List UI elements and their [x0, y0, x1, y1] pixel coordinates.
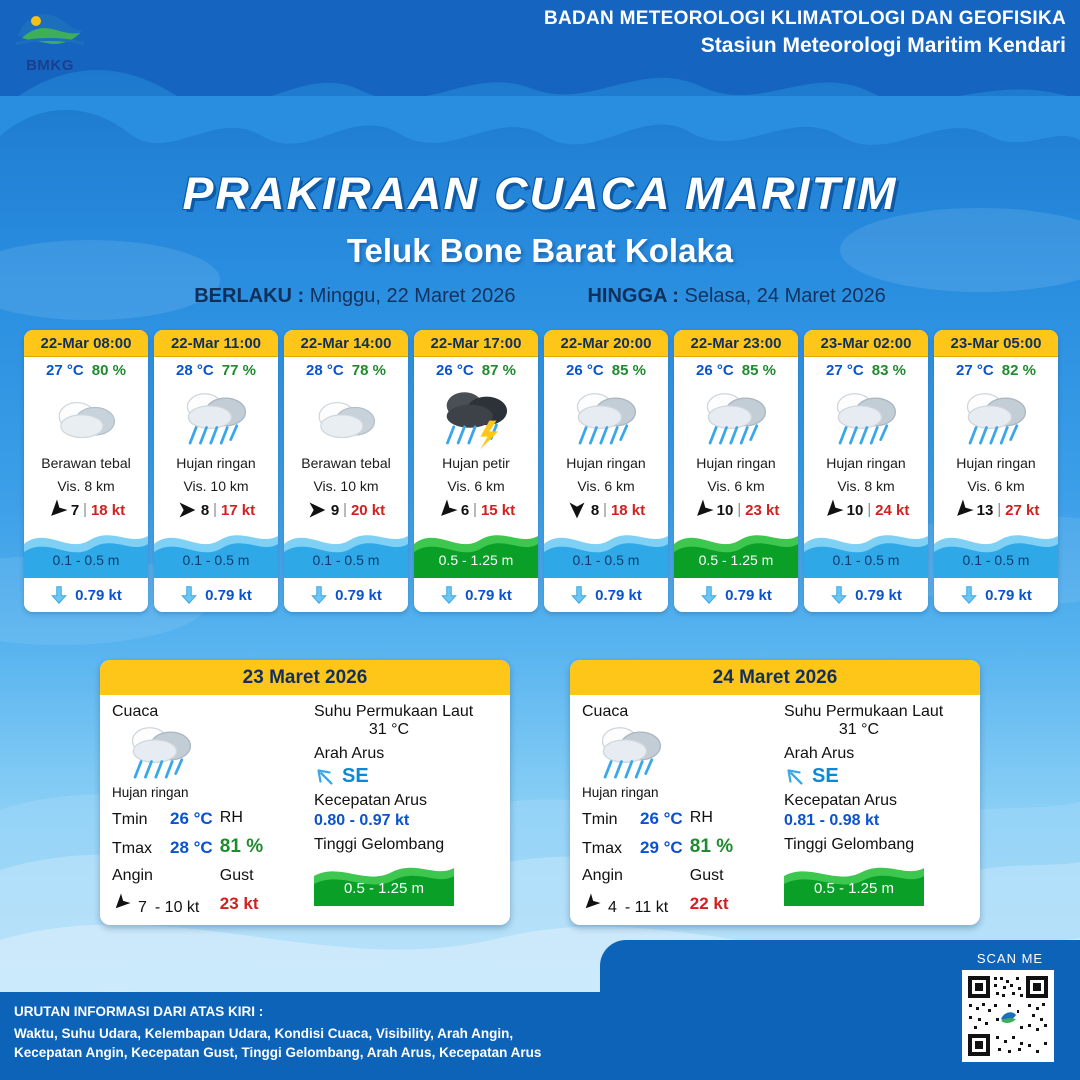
wind-direction-value: 8 [200, 501, 210, 519]
arrow-s-icon [567, 500, 587, 520]
wave-height-area [24, 524, 148, 578]
rain-light-icon [122, 720, 200, 784]
hourly-forecast-card [674, 330, 798, 612]
wave-height-area [934, 524, 1058, 578]
weather-icon-wrap [154, 381, 278, 455]
air-temperature: 26 °C [566, 362, 604, 379]
tinggi-gelombang-value: 0.5 - 1.25 m [343, 880, 425, 897]
weather-icon-wrap [934, 381, 1058, 455]
humidity: 85 % [611, 362, 646, 379]
weather-icon-wrap [414, 381, 538, 455]
valid-from [194, 285, 515, 308]
forecast-time: 22-Mar 11:00 [154, 330, 278, 357]
wave-height: 0.1 - 0.5 m [962, 552, 1030, 568]
visibility: Vis. 6 km [447, 478, 505, 494]
air-temperature: 28 °C [306, 362, 344, 379]
validity-period [0, 285, 1080, 308]
daily-forecast-panel [570, 660, 980, 925]
hourly-forecast-row [24, 330, 1058, 612]
gust-value-row [220, 894, 308, 914]
air-temperature: 27 °C [956, 362, 994, 379]
tmax-row [112, 838, 220, 858]
wind-separator: | [867, 502, 872, 518]
weather-condition: Hujan ringan [826, 455, 906, 471]
wave-height-area [804, 524, 928, 578]
current-speed-row [934, 578, 1058, 612]
gust-label: Gust [689, 867, 724, 884]
tinggi-gelombang-value: 0.5 - 1.25 m [813, 880, 895, 897]
tmin-row [582, 809, 690, 829]
sst-label: Suhu Permukaan Laut [784, 703, 944, 720]
wind-info [804, 500, 928, 520]
wave-graphic [804, 524, 928, 578]
rain-light-icon [567, 386, 645, 450]
rain-light-icon [592, 720, 670, 784]
wind-separator: | [83, 502, 87, 518]
tmax-row [582, 838, 690, 858]
arrow-e-icon [177, 500, 197, 520]
rh-label: RH [689, 809, 713, 826]
arrow-se-icon [309, 761, 340, 792]
rh-value: 81 % [219, 836, 264, 857]
wave-height: 0.1 - 0.5 m [312, 552, 380, 568]
cloudy-icon [309, 392, 383, 444]
valid-from-value: Minggu, 22 Maret 2026 [309, 285, 516, 307]
wind-separator: | [997, 502, 1002, 518]
arah-arus-value-row [784, 765, 968, 788]
kecepatan-arus-value: 0.80 - 0.97 kt [314, 812, 410, 829]
gust-value-row [690, 894, 778, 914]
wind-separator: | [737, 502, 742, 518]
wave-height: 0.1 - 0.5 m [182, 552, 250, 568]
wind-speed: 17 kt [220, 501, 256, 519]
valid-to-value: Selasa, 24 Maret 2026 [684, 285, 886, 307]
hourly-forecast-card [24, 330, 148, 612]
tmax-label: Tmax [112, 840, 152, 857]
daily-forecast-panel [100, 660, 510, 925]
hourly-forecast-card [804, 330, 928, 612]
daily-condition: Hujan ringan [582, 785, 659, 800]
humidity: 77 % [221, 362, 256, 379]
kecepatan-arus-label: Kecepatan Arus [784, 792, 897, 809]
wave-height: 0.1 - 0.5 m [832, 552, 900, 568]
daily-condition: Hujan ringan [112, 785, 189, 800]
weather-condition: Hujan ringan [566, 455, 646, 471]
current-speed-row [544, 578, 668, 612]
wind-speed: 27 kt [1005, 501, 1040, 519]
visibility: Vis. 8 km [837, 478, 895, 494]
wind-separator: | [473, 502, 477, 518]
wave-graphic [284, 524, 408, 578]
forecast-time: 22-Mar 17:00 [414, 330, 538, 357]
humidity: 82 % [1001, 362, 1036, 379]
org-line-1: BADAN METEOROLOGI KLIMATOLOGI DAN GEOFISIKA [543, 8, 1066, 29]
air-temperature: 28 °C [176, 362, 214, 379]
arrow-down-icon [960, 585, 978, 605]
wind-speed: 15 kt [480, 501, 516, 519]
sst-label: Suhu Permukaan Laut [314, 703, 474, 720]
wind-direction-value: 8 [590, 501, 600, 519]
forecast-time: 22-Mar 20:00 [544, 330, 668, 357]
daily-date: 23 Maret 2026 [100, 660, 510, 695]
arrow-down-icon [830, 585, 848, 605]
current-speed-row [284, 578, 408, 612]
forecast-time: 22-Mar 23:00 [674, 330, 798, 357]
humidity: 83 % [871, 362, 906, 379]
arrow-down-icon [180, 585, 198, 605]
wave-graphic [154, 524, 278, 578]
rain-light-icon [177, 386, 255, 450]
arrow-down-icon [440, 585, 458, 605]
arrow-sw-icon [433, 496, 461, 524]
hourly-forecast-card [544, 330, 668, 612]
current-speed-row [414, 578, 538, 612]
angin-label-row [112, 867, 220, 885]
arrow-down-icon [310, 585, 328, 605]
wave-height: 0.1 - 0.5 m [52, 552, 120, 568]
wave-graphic [934, 524, 1058, 578]
rh-row [690, 809, 778, 827]
current-speed: 0.79 kt [985, 586, 1032, 604]
wave-graphic [544, 524, 668, 578]
legend-line-1: Waktu, Suhu Udara, Kelembapan Udara, Kondisi Cuaca, Visibility, Arah Angin, [14, 1025, 514, 1041]
tinggi-gelombang-graphic [784, 860, 924, 906]
rain-light-icon [697, 386, 775, 450]
wind-separator: | [603, 502, 607, 518]
current-speed: 0.79 kt [465, 586, 512, 604]
wind-direction-value: 13 [976, 501, 994, 519]
rh-value-row [690, 836, 778, 858]
angin-label: Angin [582, 867, 623, 884]
wind-direction-value: 10 [846, 501, 864, 519]
daily-date: 24 Maret 2026 [570, 660, 980, 695]
wave-height-area [414, 524, 538, 578]
current-speed: 0.79 kt [595, 586, 642, 604]
weather-icon-wrap [544, 381, 668, 455]
weather-icon-wrap [804, 381, 928, 455]
wind-info [154, 500, 278, 520]
visibility: Vis. 10 km [313, 478, 379, 494]
current-speed: 0.79 kt [335, 586, 382, 604]
qr-code-image [966, 974, 1050, 1058]
visibility: Vis. 6 km [707, 478, 765, 494]
wave-height-area [284, 524, 408, 578]
air-temperature: 27 °C [46, 362, 84, 379]
valid-to [587, 285, 885, 308]
rh-label: RH [219, 809, 243, 826]
daily-wind-speed: - 11 kt [624, 899, 669, 916]
arrow-e-icon [307, 500, 327, 520]
air-temperature: 26 °C [436, 362, 474, 379]
arrow-down-icon [570, 585, 588, 605]
wind-separator: | [213, 502, 217, 518]
forecast-time: 23-Mar 02:00 [804, 330, 928, 357]
wave-height-area [154, 524, 278, 578]
angin-label: Angin [112, 867, 153, 884]
current-speed-row [674, 578, 798, 612]
visibility: Vis. 10 km [183, 478, 249, 494]
legend-line-2: Kecepatan Angin, Kecepatan Gust, Tinggi Gelombang, Arah Arus, Kecepatan Arus [14, 1045, 542, 1061]
current-speed: 0.79 kt [75, 586, 122, 604]
daily-weather-icon-wrap [592, 721, 778, 783]
weather-condition: Hujan ringan [176, 455, 256, 471]
gust-label-row [690, 867, 778, 885]
bmkg-logo-label: BMKG [26, 57, 74, 74]
weather-condition: Hujan petir [442, 455, 510, 471]
wind-info [934, 500, 1058, 520]
daily-weather-icon-wrap [122, 721, 308, 783]
wind-direction-value: 7 [70, 501, 80, 519]
wind-speed: 24 kt [875, 501, 910, 519]
air-temperature: 27 °C [826, 362, 864, 379]
wind-direction-value: 9 [330, 501, 340, 519]
arrow-down-icon [700, 585, 718, 605]
weather-condition: Berawan tebal [41, 455, 131, 471]
forecast-time: 22-Mar 14:00 [284, 330, 408, 357]
weather-icon-wrap [674, 381, 798, 455]
tmin-row [112, 809, 220, 829]
tinggi-gelombang-label: Tinggi Gelombang [314, 836, 445, 853]
gust-value: 23 kt [219, 894, 259, 913]
angin-label-row [582, 867, 690, 885]
arah-arus-value: SE [812, 765, 839, 787]
forecast-time: 23-Mar 05:00 [934, 330, 1058, 357]
wave-height: 0.1 - 0.5 m [572, 552, 640, 568]
tmax-value: 29 °C [640, 838, 683, 857]
wind-speed: 20 kt [350, 501, 386, 519]
humidity: 85 % [741, 362, 776, 379]
gust-label: Gust [219, 867, 254, 884]
scan-me-label: SCAN ME [976, 951, 1044, 966]
current-speed-row [24, 578, 148, 612]
header-text [544, 8, 1066, 58]
legend-box [0, 992, 600, 1080]
valid-from-label: BERLAKU : [194, 285, 305, 307]
air-temperature: 26 °C [696, 362, 734, 379]
wind-separator: | [343, 502, 347, 518]
wind-direction-value: 6 [460, 501, 470, 519]
angin-value-row [112, 894, 220, 917]
weather-condition: Hujan ringan [956, 455, 1036, 471]
weather-condition: Berawan tebal [301, 455, 391, 471]
hourly-forecast-card [414, 330, 538, 612]
humidity: 78 % [351, 362, 386, 379]
wave-height-area [544, 524, 668, 578]
arrow-sw-icon [819, 496, 847, 524]
weather-condition: Hujan ringan [696, 455, 776, 471]
wind-info [414, 500, 538, 520]
arah-arus-value-row [314, 765, 498, 788]
sst-value: 31 °C [368, 721, 410, 738]
rh-value-row [220, 836, 308, 858]
daily-wind-direction: 4 [608, 899, 617, 916]
angin-value-row [582, 894, 690, 917]
arah-arus-label: Arah Arus [314, 745, 385, 762]
wind-info [284, 500, 408, 520]
tinggi-gelombang-graphic [314, 860, 454, 906]
rh-value: 81 % [689, 836, 734, 857]
rain-light-icon [957, 386, 1035, 450]
wind-info [24, 500, 148, 520]
forecast-time: 22-Mar 08:00 [24, 330, 148, 357]
hourly-forecast-card [284, 330, 408, 612]
wind-speed: 23 kt [745, 501, 780, 519]
thunderstorm-icon [436, 385, 516, 451]
arah-arus-label: Arah Arus [784, 745, 855, 762]
current-speed: 0.79 kt [725, 586, 772, 604]
current-speed-row [154, 578, 278, 612]
gust-label-row [220, 867, 308, 885]
wave-graphic [674, 524, 798, 578]
visibility: Vis. 8 km [57, 478, 115, 494]
qr-code[interactable] [962, 970, 1054, 1062]
tmin-value: 26 °C [640, 809, 683, 828]
wave-graphic [24, 524, 148, 578]
visibility: Vis. 6 km [577, 478, 635, 494]
page-subtitle: Teluk Bone Barat Kolaka [346, 232, 734, 269]
sst-value: 31 °C [838, 721, 880, 738]
wave-height-area [674, 524, 798, 578]
legend-title: URUTAN INFORMASI DARI ATAS KIRI : [14, 1004, 264, 1019]
current-speed: 0.79 kt [205, 586, 252, 604]
arrow-down-icon [50, 585, 68, 605]
arah-arus-value: SE [342, 765, 369, 787]
arrow-sw-icon [689, 496, 717, 524]
cloudy-icon [49, 392, 123, 444]
current-speed-row [804, 578, 928, 612]
tmin-label: Tmin [112, 811, 148, 828]
arrow-sw-icon [108, 890, 133, 915]
humidity: 87 % [481, 362, 516, 379]
visibility: Vis. 6 km [967, 478, 1025, 494]
rain-light-icon [827, 386, 905, 450]
tmax-label: Tmax [582, 840, 622, 857]
daily-wind-speed: - 10 kt [154, 899, 200, 916]
cuaca-label: Cuaca [112, 703, 159, 720]
daily-wind-direction: 7 [138, 899, 147, 916]
org-line-2: Stasiun Meteorologi Maritim Kendari [700, 34, 1066, 57]
wave-graphic [414, 524, 538, 578]
hourly-forecast-card [934, 330, 1058, 612]
kecepatan-arus-value: 0.81 - 0.98 kt [784, 812, 880, 829]
page-title: PRAKIRAAN CUACA MARITIM [182, 168, 898, 219]
weather-icon-wrap [24, 381, 148, 455]
wind-speed: 18 kt [90, 501, 126, 519]
tmin-value: 26 °C [170, 809, 213, 828]
wind-speed: 18 kt [610, 501, 646, 519]
arrow-sw-icon [43, 496, 71, 524]
arrow-se-icon [779, 761, 810, 792]
tinggi-gelombang-label: Tinggi Gelombang [784, 836, 915, 853]
rh-row [220, 809, 308, 827]
humidity: 80 % [91, 362, 126, 379]
bmkg-logo [8, 6, 92, 80]
weather-icon-wrap [284, 381, 408, 455]
arrow-sw-icon [949, 496, 977, 524]
wave-height: 0.5 - 1.25 m [698, 552, 774, 568]
wind-direction-value: 10 [716, 501, 734, 519]
cuaca-label: Cuaca [582, 703, 629, 720]
gust-value: 22 kt [689, 894, 729, 913]
arrow-sw-icon [578, 890, 603, 915]
wave-height: 0.5 - 1.25 m [438, 552, 514, 568]
wind-info [674, 500, 798, 520]
kecepatan-arus-label: Kecepatan Arus [314, 792, 427, 809]
scan-me-block [962, 951, 1058, 1062]
tmax-value: 28 °C [170, 838, 213, 857]
tmin-label: Tmin [582, 811, 618, 828]
hourly-forecast-card [154, 330, 278, 612]
current-speed: 0.79 kt [855, 586, 902, 604]
wind-info [544, 500, 668, 520]
valid-to-label: HINGGA : [587, 285, 679, 307]
bmkg-logo-icon [14, 6, 86, 50]
